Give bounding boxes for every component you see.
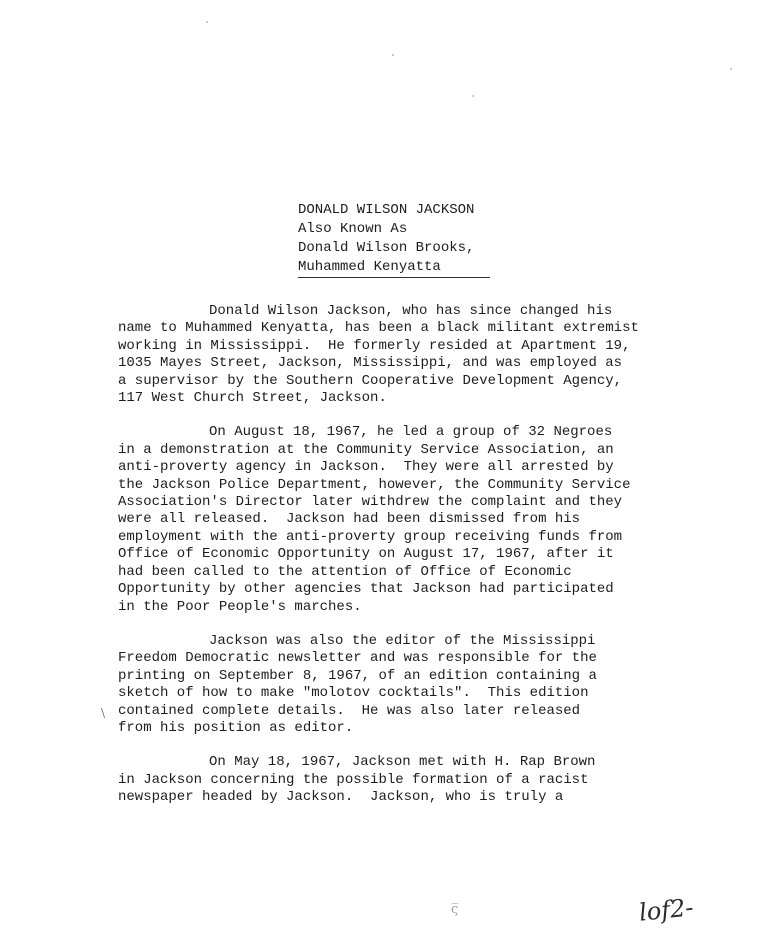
text-line: the Jackson Police Department, however, the Community Service [118,476,631,493]
paper-speck [730,68,732,70]
text-line: sketch of how to make "molotov cocktails". This edition [118,685,589,702]
text-line: working in Mississippi. He formerly resided at Apartment 19, [118,337,631,354]
paragraph-2 [118,424,718,615]
alias-label: Also Known As [298,221,408,237]
text-line: anti-proverty agency in Jackson. They were all arrested by [118,459,614,476]
text-line: newspaper headed by Jackson. Jackson, who is truly a [118,789,564,806]
text-line: a supervisor by the Southern Cooperative Development Agency, [118,372,623,389]
subject-name: DONALD WILSON JACKSON [298,202,475,218]
text-line: On May 18, 1967, Jackson met with H. Rap Brown [209,754,596,771]
text-line: were all released. Jackson had been dismissed from his [118,511,581,528]
paper-speck [472,95,474,97]
text-line: had been called to the attention of Office of Economic [118,563,572,580]
text-line: 117 West Church Street, Jackson. [118,390,387,407]
handwritten-page-mark: lof2- [637,893,695,927]
text-line: name to Muhammed Kenyatta, has been a black militant extremist [118,320,639,337]
margin-tick-mark: \ [101,706,106,720]
alias-name-1: Donald Wilson Brooks, [298,240,475,256]
alias-name-2: Muhammed Kenyatta [298,259,441,275]
paragraph-3 [118,633,718,737]
heading-underline [298,277,490,278]
paragraph-4 [118,754,718,806]
text-line: printing on September 8, 1967, of an edition containing a [118,667,597,684]
text-line: 1035 Mayes Street, Jackson, Mississippi, and was employed as [118,355,623,372]
paper-speck [392,54,394,56]
text-line: Jackson was also the editor of the Mississippi [209,632,596,649]
subject-heading [298,201,490,278]
text-line: in the Poor People's marches. [118,598,362,615]
text-line: Association's Director later withdrew the complaint and they [118,494,623,511]
ink-smudge-mark: ς̅ [451,902,459,917]
text-line: Freedom Democratic newsletter and was responsible for the [118,650,597,667]
paper-speck [206,21,208,23]
document-body [118,303,718,824]
text-line: in a demonstration at the Community Service Association, an [118,441,614,458]
paragraph-1 [118,303,718,407]
text-line: employment with the anti-proverty group receiving funds from [118,528,623,545]
text-line: in Jackson concerning the possible formation of a racist [118,771,589,788]
text-line: contained complete details. He was also later released [118,702,581,719]
text-line: Office of Economic Opportunity on August 17, 1967, after it [118,546,614,563]
text-line: Opportunity by other agencies that Jackson had participated [118,581,614,598]
text-line: from his position as editor. [118,719,354,736]
text-line: Donald Wilson Jackson, who has since changed his [209,303,613,319]
text-line: On August 18, 1967, he led a group of 32 Negroes [209,424,613,441]
